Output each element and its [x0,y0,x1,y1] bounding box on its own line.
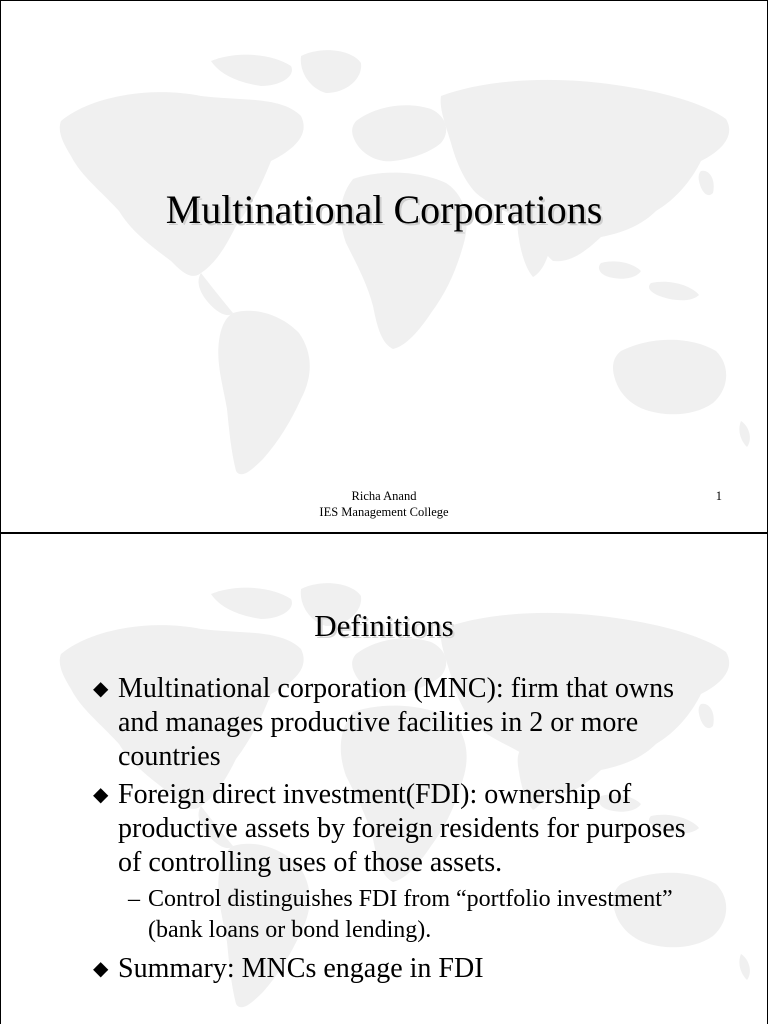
dash-bullet-icon: – [128,886,140,912]
diamond-bullet-icon: ◆ [93,678,109,700]
footer-institution: IES Management College [319,505,449,519]
slide-2 [0,532,768,1024]
diamond-bullet-icon: ◆ [93,784,109,806]
sub-bullet-item-control [93,884,693,946]
slide-title: Multinational Corporations [165,187,603,232]
slide-footer [1,488,767,520]
bullet-item-mnc-definition [93,672,693,774]
slide-heading: Definitions [314,608,454,643]
bullet-item-fdi-definition [93,778,693,880]
footer-author: Richa Anand [351,489,417,503]
diamond-bullet-icon: ◆ [93,958,109,980]
page-number: 1 [715,489,722,503]
sub-bullet-text: Control distinguishes FDI from “portfolio investment” (bank loans or bond lending). [148,886,673,943]
bullet-item-summary [93,952,693,986]
world-map-watermark [1,1,768,501]
bullet-text: Multinational corporation (MNC): firm that owns and manages productive facilities in 2 or more countries [118,673,675,772]
bullet-text: Foreign direct investment(FDI): ownership of productive assets by foreign residents for purposes of controlling uses of those assets. [118,779,686,878]
bullet-list [93,672,693,990]
bullet-text: Summary: MNCs engage in FDI [118,953,484,984]
